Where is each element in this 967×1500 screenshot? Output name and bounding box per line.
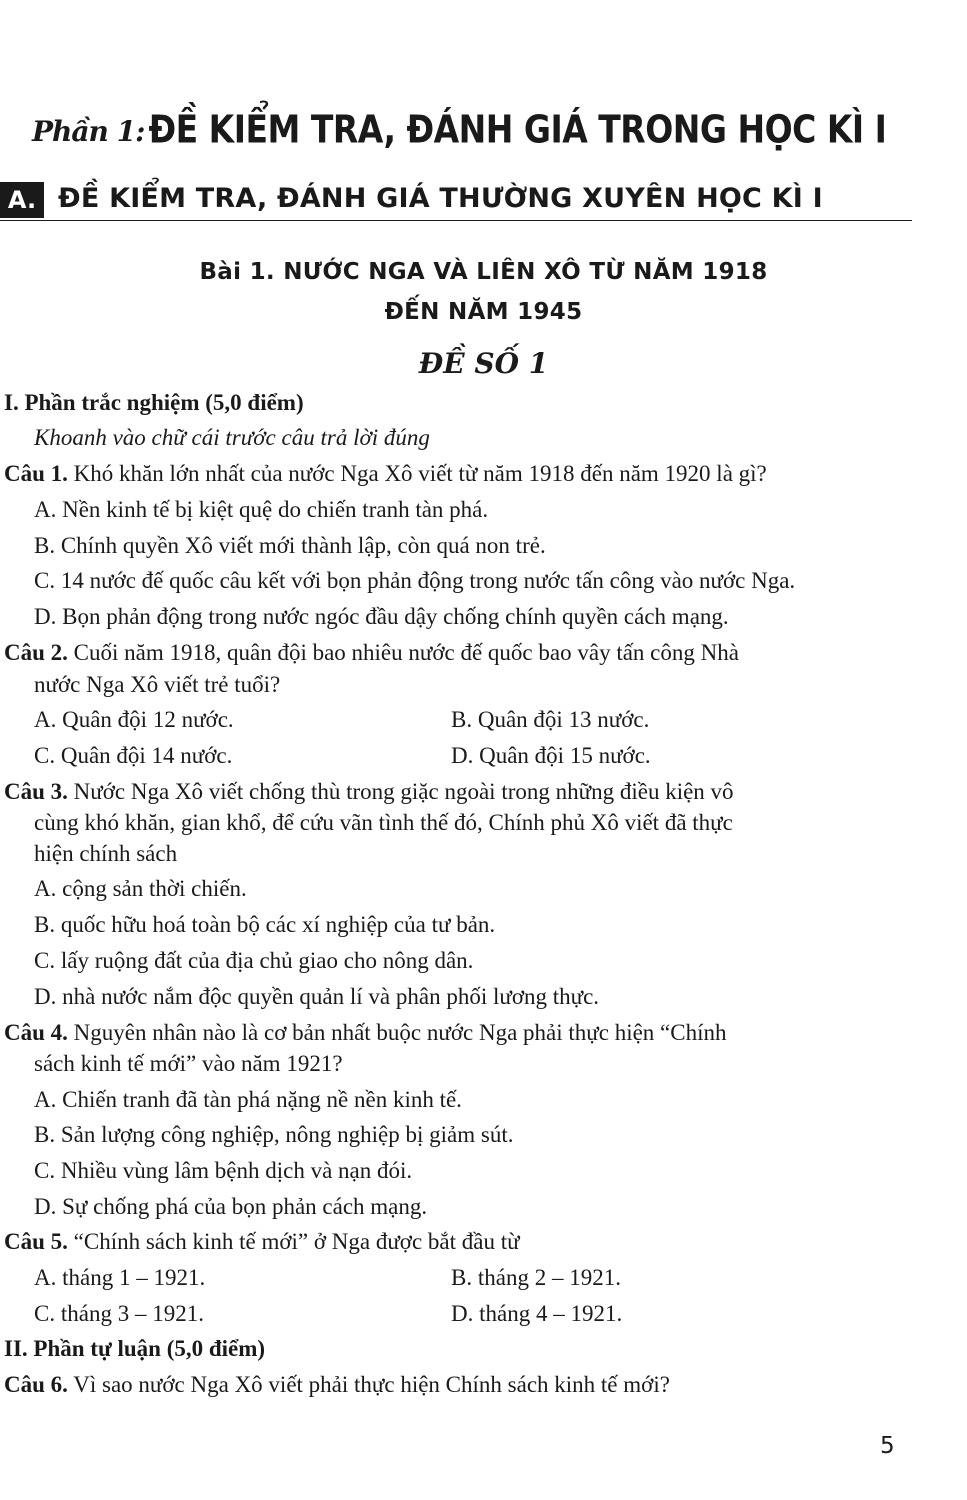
question-number: Câu 4. [4,1020,68,1045]
q3-text-line3: hiện chính sách [34,841,178,866]
q5-option-b: B. tháng 2 – 1921. [451,1265,621,1290]
lesson-title-line2: ĐẾN NĂM 1945 [384,299,583,325]
q1-option-b: B. Chính quyền Xô viết mới thành lập, còn quá non trẻ. [34,533,546,558]
question-5 [4,1226,520,1258]
q4-text-line2: sách kinh tế mới” vào năm 1921? [34,1051,343,1076]
question-text-line1: Nguyên nhân nào là cơ bản nhất buộc nước Nga phải thực hiện “Chính [73,1020,727,1045]
part1-heading: I. Phần trắc nghiệm (5,0 điểm) [4,390,304,415]
q4-option-c: C. Nhiều vùng lâm bệnh dịch và nạn đói. [34,1158,413,1183]
q2-option-c: C. Quân đội 14 nước. [34,743,233,768]
q2-option-a: A. Quân đội 12 nước. [34,707,234,732]
lesson-title-line1: Bài 1. NƯỚC NGA VÀ LIÊN XÔ TỪ NĂM 1918 [199,259,768,285]
q3-option-d: D. nhà nước nắm độc quyền quản lí và phân phối lương thực. [34,984,600,1009]
q3-option-a: A. cộng sản thời chiến. [34,876,247,901]
q5-option-c: C. tháng 3 – 1921. [34,1301,204,1326]
question-number: Câu 3. [4,779,68,804]
question-text-line1: Nước Nga Xô viết chống thù trong giặc ngoài trong những điều kiện vô [73,779,734,804]
question-3 [4,776,734,808]
question-6 [4,1369,670,1401]
question-number: Câu 5. [4,1229,68,1254]
q1-option-d: D. Bọn phản động trong nước ngóc đầu dậy chống chính quyền cách mạng. [34,604,729,629]
question-4 [4,1017,726,1049]
section-header [0,176,912,221]
q4-option-d: D. Sự chống phá của bọn phản cách mạng. [34,1194,428,1219]
part-title [32,100,932,167]
q5-option-a: A. tháng 1 – 1921. [34,1265,206,1290]
section-title: ĐỀ KIỂM TRA, ĐÁNH GIÁ THƯỜNG XUYÊN HỌC KÌ I [58,183,823,214]
question-2 [4,637,899,669]
question-number: Câu 2. [4,640,68,665]
q2-option-b: B. Quân đội 13 nước. [451,707,650,732]
question-number: Câu 1. [4,461,68,486]
part2-heading: II. Phần tự luận (5,0 điểm) [4,1336,266,1361]
q4-option-a: A. Chiến tranh đã tàn phá nặng nề nền kinh tế. [34,1087,462,1112]
question-1 [4,458,767,490]
question-text-line1: Cuối năm 1918, quân đội bao nhiêu nước đế quốc bao vây tấn công Nhà [73,640,739,665]
question-text: Khó khăn lớn nhất của nước Nga Xô viết từ năm 1918 đến năm 1920 là gì? [73,461,767,486]
q2-text-line2: nước Nga Xô viết trẻ tuổi? [34,672,281,697]
q5-option-d: D. tháng 4 – 1921. [451,1301,623,1326]
q4-option-b: B. Sản lượng công nghiệp, nông nghiệp bị giảm sút. [34,1122,514,1147]
part1-instruction: Khoanh vào chữ cái trước câu trả lời đúng [34,425,430,450]
part-main-title: ĐỀ KIỂM TRA, ĐÁNH GIÁ TRONG HỌC KÌ I [148,107,887,152]
q1-option-a: A. Nền kinh tế bị kiệt quệ do chiến tranh tàn phá. [34,497,489,522]
question-text: “Chính sách kinh tế mới” ở Nga được bắt đầu từ [73,1229,520,1254]
q2-option-d: D. Quân đội 15 nước. [451,743,651,768]
q3-text-line2: cùng khó khăn, gian khổ, để cứu vãn tình thế đó, Chính phủ Xô viết đã thực [34,810,733,835]
q3-option-c: C. lấy ruộng đất của địa chủ giao cho nông dân. [34,948,474,973]
exam-title: ĐỀ SỐ 1 [418,347,549,380]
part-prefix: Phần 1: [32,115,145,148]
question-text: Vì sao nước Nga Xô viết phải thực hiện Chính sách kinh tế mới? [73,1372,670,1397]
q3-option-b: B. quốc hữu hoá toàn bộ các xí nghiệp của tư bản. [34,912,496,937]
page-number: 5 [880,1433,895,1459]
question-number: Câu 6. [4,1372,68,1397]
q1-option-c: C. 14 nước đế quốc câu kết với bọn phản động trong nước tấn công vào nước Nga. [34,568,796,593]
section-badge: A. [0,182,44,218]
